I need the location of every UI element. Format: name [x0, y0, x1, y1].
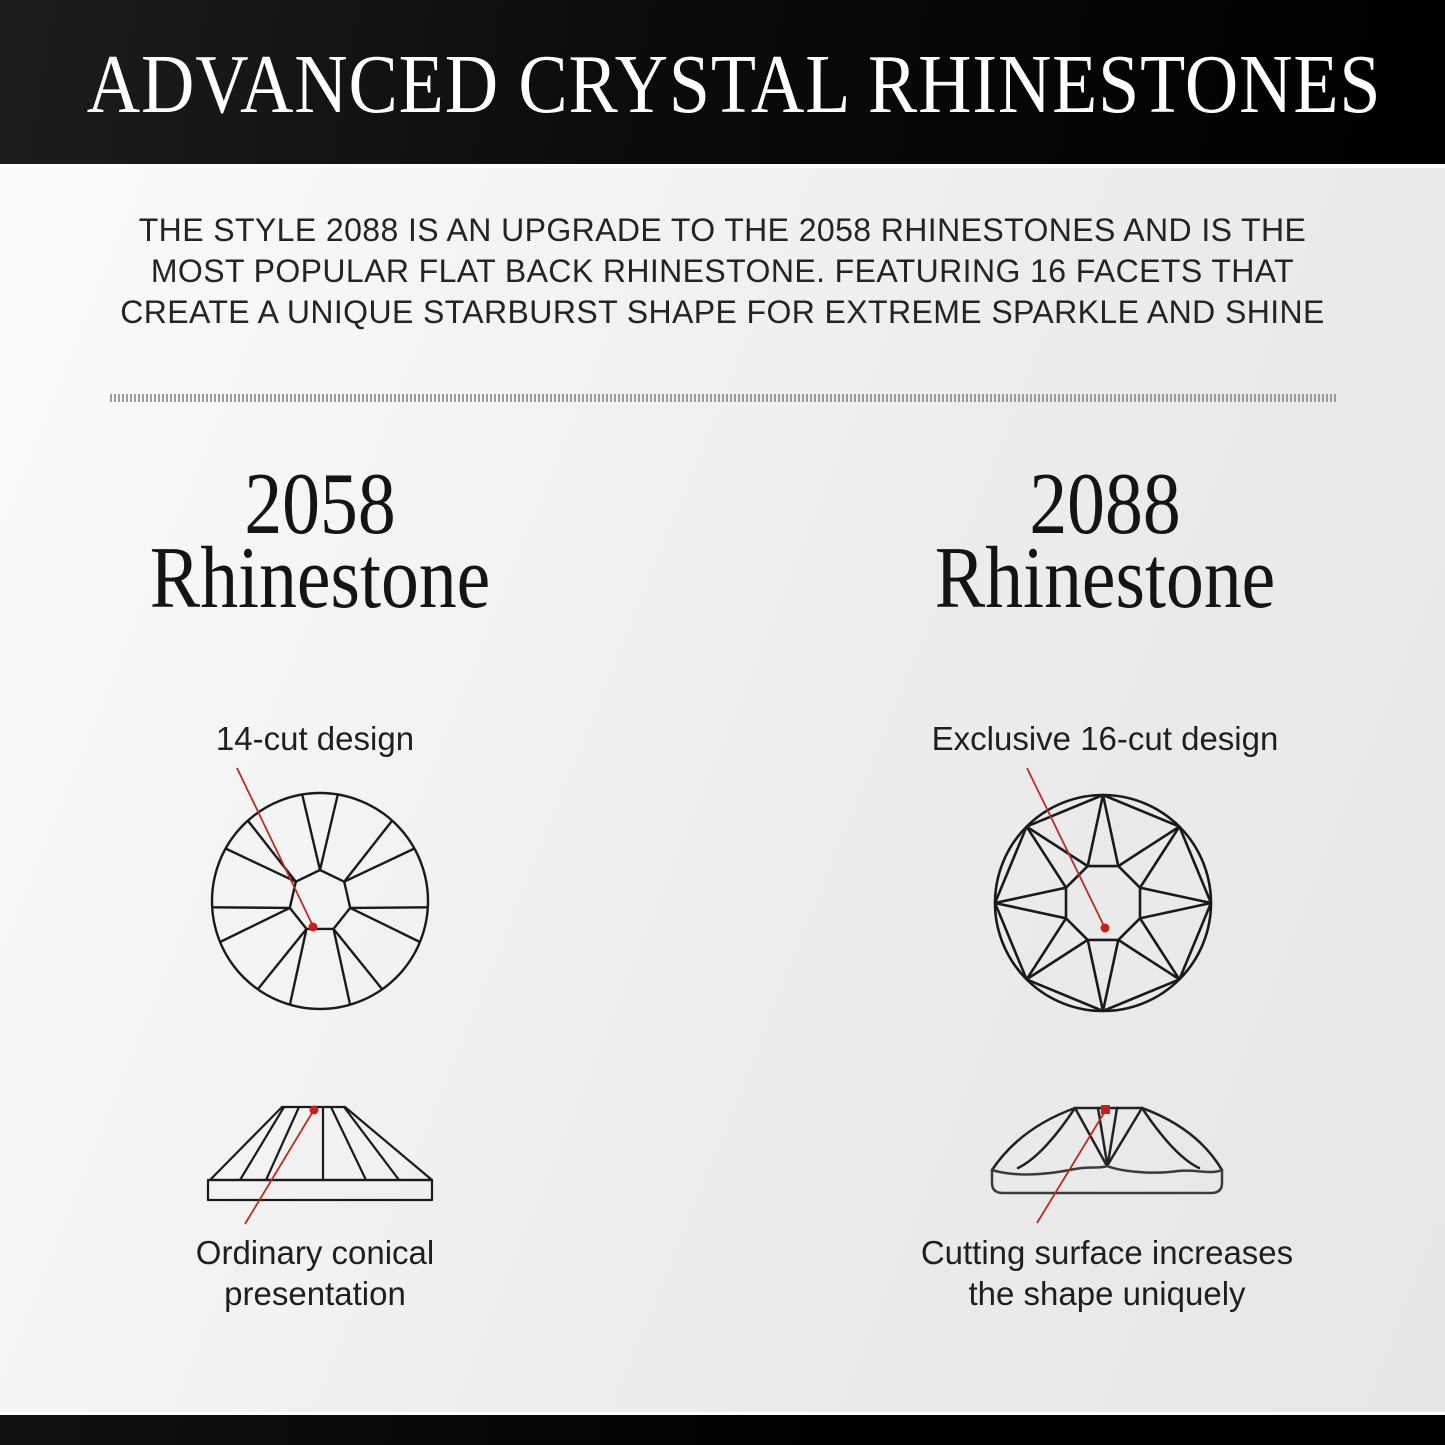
leader-line-2088-top: [1027, 768, 1104, 925]
2058-girdle-circle: [212, 793, 428, 1009]
annotation-dot-2088-side: [1101, 1105, 1110, 1114]
rhinestone-2058-top-view-diagram: [212, 793, 428, 1009]
caption-2058-line: Ordinary conical: [195, 1234, 435, 1271]
annotation-leaders: [237, 768, 1110, 1224]
rhinestone-2058-side-view-diagram: [208, 1107, 432, 1200]
heading-2088-model: 2088: [1029, 456, 1181, 553]
2088-outer-octagon: [995, 795, 1211, 1011]
heading-2058: [79, 456, 561, 627]
intro-paragraph: [0, 210, 1445, 333]
page-title: ADVANCED CRYSTAL RHINESTONES: [86, 38, 1382, 131]
2088-base-plate: [992, 1170, 1222, 1193]
2088-girdle-wavy-line: [992, 1166, 1222, 1174]
intro-line: THE STYLE 2088 IS AN UPGRADE TO THE 2058 RHINESTONES AND IS THE: [138, 212, 1307, 248]
intro-line: CREATE A UNIQUE STARBURST SHAPE FOR EXTREME SPARKLE AND SHINE: [120, 294, 1325, 330]
2088-star-facets: [995, 795, 1211, 1011]
annotation-dot-2058-side: [310, 1106, 319, 1115]
2058-profile-trapezoid: [210, 1107, 432, 1180]
facet-label-2088: Exclusive 16-cut design: [931, 720, 1279, 757]
heading-2088: [864, 456, 1346, 627]
2058-profile-facet-lines: [240, 1107, 399, 1180]
2088-profile-outer-right: [1142, 1108, 1222, 1170]
heading-2058-type: Rhinestone: [149, 530, 491, 627]
2088-profile-diagonals: [1075, 1108, 1142, 1166]
footer-bar: [0, 1412, 1445, 1445]
caption-2088-line: Cutting surface increases: [920, 1234, 1294, 1271]
2058-table-heptagon: [290, 870, 350, 929]
dotted-divider: [110, 394, 1338, 402]
2088-profile-outer-left: [992, 1108, 1075, 1170]
leader-line-2088-side: [1037, 1113, 1104, 1223]
2088-profile-center-v: [1098, 1108, 1117, 1166]
caption-2058-line: presentation: [224, 1275, 406, 1312]
rhinestone-2088-side-view-diagram: [992, 1108, 1222, 1193]
heading-2058-model: 2058: [244, 456, 396, 553]
2088-profile-inner-curves: [1018, 1108, 1199, 1168]
facet-label-2058: 14-cut design: [215, 720, 415, 757]
rhinestone-2088-top-view-diagram: [995, 795, 1211, 1011]
caption-2088-line: the shape uniquely: [968, 1275, 1246, 1312]
annotation-dot-2088-top: [1101, 924, 1110, 933]
2058-base-plate: [208, 1180, 432, 1200]
caption-2058: [35, 1232, 595, 1314]
leader-line-2058-side: [245, 1113, 312, 1224]
2088-girdle-circle: [995, 795, 1211, 1011]
caption-2088: [827, 1232, 1387, 1314]
heading-2088-type: Rhinestone: [934, 530, 1276, 627]
header-banner: [0, 0, 1445, 168]
annotation-dot-2058-top: [309, 923, 318, 932]
intro-line: MOST POPULAR FLAT BACK RHINESTONE. FEATURING 16 FACETS THAT: [150, 253, 1295, 289]
2058-facet-lines: [212, 795, 428, 1005]
2088-table-octagon: [1066, 866, 1140, 940]
leader-line-2058-top: [237, 768, 312, 924]
